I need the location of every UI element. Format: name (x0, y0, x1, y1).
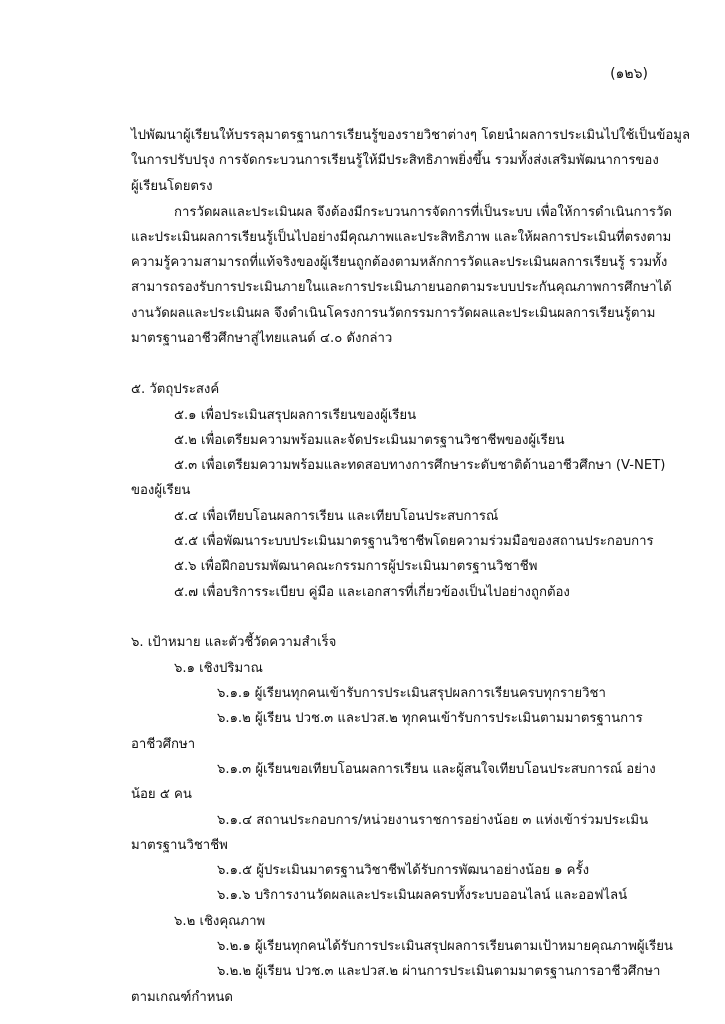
page-number: (๑๒๖) (610, 66, 648, 82)
target-item: ๖.๑.๓ ผู้เรียนขอเทียบโอนผลการเรียน และผู้สนใจเทียบโอนประสบการณ์ อย่าง (217, 762, 656, 777)
objective-item: ๕.๔ เพื่อเทียบโอนผลการเรียน และเทียบโอนประสบการณ์ (174, 509, 499, 524)
intro-line: ในการปรับปรุง การจัดกระบวนการเรียนรู้ให้มีประสิทธิภาพยิ่งขึ้น รวมทั้งส่งเสริมพัฒนาการของ (131, 153, 659, 168)
target-item: ๖.๑.๑ ผู้เรียนทุกคนเข้ารับการประเมินสรุปผลการเรียนครบทุกรายวิชา (217, 686, 606, 701)
subsection-heading: ๖.๒ เชิงคุณภาพ (174, 914, 266, 929)
objective-item: ๕.๕ เพื่อพัฒนาระบบประเมินมาตรฐานวิชาชีพโดยความร่วมมือของสถานประกอบการ (174, 534, 654, 549)
target-item: น้อย ๕ คน (131, 787, 192, 802)
paragraph-line: ความรู้ความสามารถที่แท้จริงของผู้เรียนถูกต้องตามหลักการวัดและประเมินผลการเรียนรู้ รวมทั้ง (131, 255, 668, 270)
target-item: ๖.๑.๔ สถานประกอบการ/หน่วยงานราชการอย่างน้อย ๓ แห่งเข้าร่วมประเมิน (217, 813, 649, 828)
intro-line: ไปพัฒนาผู้เรียนให้บรรลุมาตรฐานการเรียนรู้ของรายวิชาต่างๆ โดยนำผลการประเมินไปใช้เป็นข้อมูล (131, 128, 691, 143)
objective-item: ๕.๓ เพื่อเตรียมความพร้อมและทดสอบทางการศึกษาระดับชาติด้านอาชีวศึกษา (V-NET) (174, 458, 666, 473)
objective-item: ๕.๗ เพื่อบริการระเบียบ คู่มือ และเอกสารที่เกี่ยวข้องเป็นไปอย่างถูกต้อง (174, 585, 570, 600)
intro-line: ผู้เรียนโดยตรง (131, 179, 213, 194)
subsection-heading: ๖.๑ เชิงปริมาณ (174, 661, 263, 676)
paragraph-line: งานวัดผลและประเมินผล จึงดำเนินโครงการนวัตกรรมการวัดผลและประเมินผลการเรียนรู้ตาม (131, 306, 656, 321)
objective-item: ๕.๖ เพื่อฝึกอบรมพัฒนาคณะกรรมการผู้ประเมินมาตรฐานวิชาชีพ (174, 559, 538, 574)
objective-item: ๕.๒ เพื่อเตรียมความพร้อมและจัดประเมินมาตรฐานวิชาชีพของผู้เรียน (174, 433, 565, 448)
target-item: มาตรฐานวิชาชีพ (131, 838, 228, 853)
section-heading: ๕. วัตถุประสงค์ (131, 382, 220, 397)
paragraph-line: การวัดผลและประเมินผล จึงต้องมีกระบวนการจัดการที่เป็นระบบ เพื่อให้การดำเนินการวัด (174, 205, 672, 220)
target-item: ตามเกณฑ์กำหนด (131, 990, 233, 1005)
target-item: ๖.๑.๒ ผู้เรียน ปวช.๓ และปวส.๒ ทุกคนเข้ารับการประเมินตามมาตรฐานการ (217, 711, 643, 726)
objective-item: ๕.๑ เพื่อประเมินสรุปผลการเรียนของผู้เรียน (174, 408, 417, 423)
paragraph-line: และประเมินผลการเรียนรู้เป็นไปอย่างมีคุณภาพและประสิทธิภาพ และให้ผลการประเมินที่ตรงตาม (131, 230, 672, 245)
target-item: อาชีวศึกษา (131, 737, 196, 752)
section-heading: ๖. เป้าหมาย และตัวชี้วัดความสำเร็จ (131, 635, 337, 650)
objective-item: ของผู้เรียน (131, 483, 191, 498)
target-item: ๖.๑.๕ ผู้ประเมินมาตรฐานวิชาชีพได้รับการพัฒนาอย่างน้อย ๑ ครั้ง (217, 863, 590, 878)
target-item: ๖.๒.๑ ผู้เรียนทุกคนได้รับการประเมินสรุปผลการเรียนตามเป้าหมายคุณภาพผู้เรียน (217, 939, 673, 954)
paragraph-line: มาตรฐานอาชีวศึกษาสู่ไทยแลนด์ ๔.๐ ดังกล่าว (131, 331, 393, 346)
target-item: ๖.๒.๒ ผู้เรียน ปวช.๓ และปวส.๒ ผ่านการประเมินตามมาตรฐานการอาชีวศึกษา (217, 964, 661, 979)
target-item: ๖.๑.๖ บริการงานวัดผลและประเมินผลครบทั้งระบบออนไลน์ และออฟไลน์ (217, 888, 628, 903)
paragraph-line: สามารถรองรับการประเมินภายในและการประเมินภายนอกตามระบบประกันคุณภาพการศึกษาได้ (131, 280, 672, 295)
